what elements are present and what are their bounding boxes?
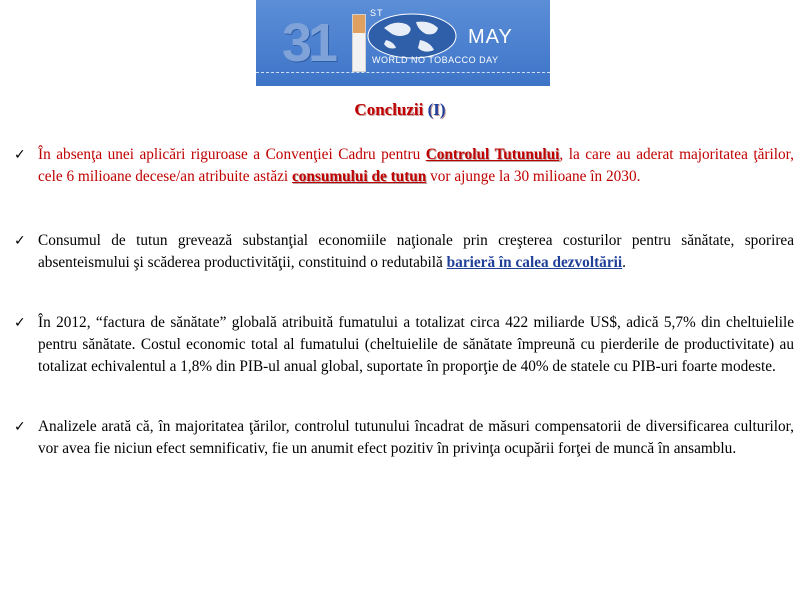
title-part: (I) (427, 100, 446, 119)
bullet-2-emph-barrier: barieră în calea dezvoltării (446, 254, 623, 271)
bullet-1-post: vor ajunge la 30 milioane în 2030. (426, 168, 641, 185)
bullet-3-text: În 2012, “factura de sănătate” globală atribuită fumatului a totalizat circa 422 miliarde US$, adică 5,7% din cheltuielile pentru sănătate. Costul economic total al fumatului (cheltuielile de sănătate împreună cu pierderile de productivitate) au totalizat echivalentul a 1,8% din PIB-ul anual global, suportate în proporţie de 40% de statele cu PIB-uri foarte modeste. (38, 314, 794, 375)
bullet-1-emph-consumption: consumului de tutun (291, 168, 427, 185)
bullet-1 (14, 144, 794, 188)
bullet-4-text: Analizele arată că, în majoritatea ţărilor, controlul tutunului încadrat de măsuri compensatorii de diversificarea culturilor, vor avea fie niciun efect semnificativ, fie un anumit efect pozitiv în privinţa ocupării forţei de muncă în ansamblu. (38, 418, 794, 457)
bullet-1-emph-control: Controlul Tutunului (425, 146, 560, 163)
checkmark-icon: ✓ (14, 419, 26, 435)
world-no-tobacco-day-banner (256, 0, 550, 86)
title-main: Concluzii (354, 100, 424, 119)
checkmark-icon: ✓ (14, 233, 26, 249)
banner-ordinal: ST (370, 8, 384, 18)
bullet-2 (14, 230, 794, 274)
banner-caption: WORLD NO TOBACCO DAY (372, 55, 499, 65)
bullet-2-post: . (622, 254, 626, 271)
cigarette-icon (352, 14, 366, 72)
banner-dashed-line (256, 72, 550, 73)
checkmark-icon: ✓ (14, 315, 26, 331)
bullet-1-mid: , la care au aderat majoritatea ţărilor, cele 6 milioane decese/an atribuite astăzi (38, 146, 794, 185)
bullet-1-pre: În absenţa unei aplicări riguroase a Convenţiei Cadru pentru (38, 146, 426, 163)
bullet-2-pre: Consumul de tutun grevează substanţial economiile naţionale prin creşterea costurilor pentru sănătate, sporirea absenteismului şi scăderea productivităţii, constituind o redutabilă (38, 232, 794, 271)
banner-month: MAY (468, 26, 513, 48)
bullet-1-text (38, 144, 794, 188)
checkmark-icon: ✓ (14, 147, 26, 163)
bullet-4 (14, 416, 794, 460)
banner-day-number: 31 (282, 13, 335, 73)
bullet-2-text (38, 230, 794, 274)
bullet-3 (14, 312, 794, 378)
slide-title (0, 100, 800, 120)
